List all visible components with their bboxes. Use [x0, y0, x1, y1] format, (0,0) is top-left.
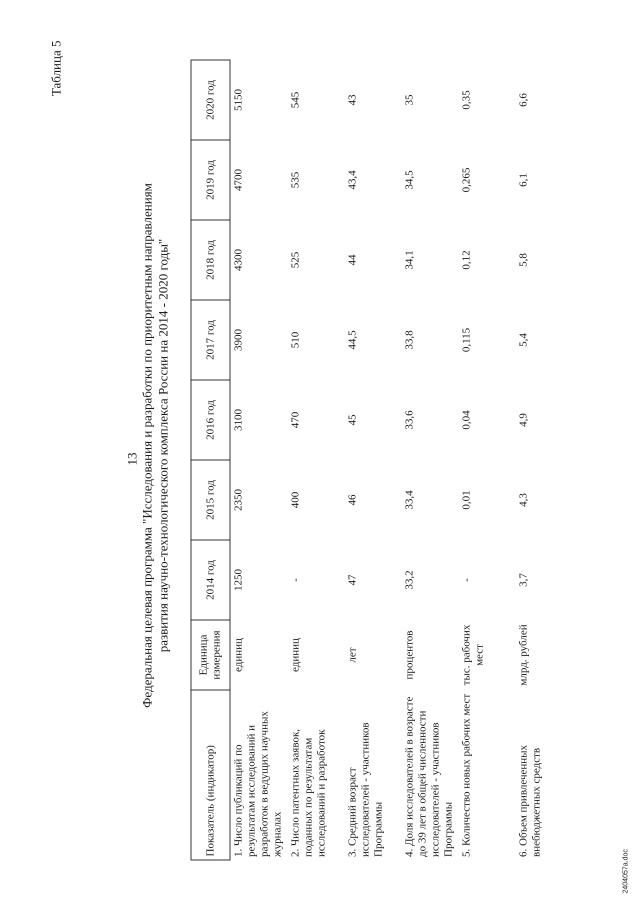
table-header-row — [191, 60, 230, 860]
value-2017: 510 — [288, 331, 301, 348]
document-file-id: 2404057a.doc — [622, 848, 629, 893]
value-2015: 33,4 — [402, 489, 415, 510]
indicator-unit: единиц — [232, 637, 244, 672]
value-2015: 46 — [345, 494, 358, 505]
value-2016: 470 — [288, 411, 301, 428]
value-2014: - — [459, 577, 472, 582]
indicator-unit: тыс. рабочих мест — [459, 624, 485, 685]
value-2018: 0,12 — [459, 249, 472, 270]
value-2015: 0,01 — [459, 489, 472, 510]
value-2019: 0,265 — [459, 167, 472, 192]
header-year-2015: 2015 год — [191, 460, 230, 540]
value-2017: 33,8 — [402, 329, 415, 350]
value-2015: 400 — [288, 491, 301, 508]
page-number: 13 — [124, 452, 139, 465]
header-year-2020: 2020 год — [191, 60, 230, 140]
value-2018: 34,1 — [402, 249, 415, 270]
value-2019: 43,4 — [345, 169, 358, 190]
value-2014: 47 — [345, 574, 358, 585]
value-2016: 33,6 — [402, 409, 415, 430]
table-title-line-1: Федеральная целевая программа "Исследования и разработки по приоритетным направлениям — [139, 182, 154, 708]
header-year-2016: 2016 год — [191, 380, 230, 460]
value-2016: 0,04 — [459, 409, 472, 430]
value-2016: 45 — [345, 414, 358, 425]
value-2015: 2350 — [232, 488, 244, 511]
value-2015: 4,3 — [516, 492, 529, 507]
indicator-name: 2. Число патентных заявок, поданных по результатам исследований и разработок — [288, 728, 327, 857]
header-year-2018: 2018 год — [191, 220, 230, 300]
table-row — [458, 60, 515, 860]
indicator-name: 4. Доля исследователей в возрасте до 39 лет в общей численности исследователей - участников Программы — [402, 696, 454, 857]
indicator-unit: лет — [345, 646, 358, 663]
value-2017: 5,4 — [516, 332, 529, 347]
value-2020: 35 — [402, 94, 415, 105]
value-2014: 3,7 — [516, 572, 529, 587]
header-unit: Единица измерения — [191, 620, 230, 690]
value-2019: 34,5 — [402, 169, 415, 190]
value-2017: 3900 — [232, 328, 244, 351]
value-2019: 535 — [288, 171, 301, 188]
indicators-table — [190, 59, 572, 860]
indicator-unit: единиц — [288, 637, 301, 672]
table-row — [515, 60, 572, 860]
indicator-unit: процентов — [402, 630, 415, 679]
table-row — [344, 60, 401, 860]
value-2018: 4300 — [232, 248, 244, 271]
value-2018: 5,8 — [516, 252, 529, 267]
value-2017: 44,5 — [345, 329, 358, 350]
indicator-unit: млрд. рублей — [516, 623, 529, 686]
header-year-2014: 2014 год — [191, 540, 230, 620]
table-label: Таблица 5 — [48, 40, 63, 96]
value-2018: 525 — [288, 251, 301, 268]
indicator-name: 3. Средний возраст исследователей - участников Программы — [345, 721, 384, 857]
value-2018: 44 — [345, 254, 358, 265]
table-row — [287, 60, 344, 860]
table-title-line-2: развития научно-технологического комплекса России на 2014 - 2020 годы" — [155, 238, 170, 652]
indicator-name: 6. Объем привлеченных внебюджетных средств — [516, 744, 542, 857]
value-2019: 4700 — [232, 168, 244, 191]
value-2020: 0,35 — [459, 89, 472, 110]
value-2019: 6,1 — [516, 172, 529, 187]
header-indicator: Показатель (индикатор) — [191, 690, 230, 860]
value-2014: 33,2 — [402, 569, 415, 590]
table-row — [230, 60, 287, 860]
value-2014: - — [288, 577, 301, 582]
indicator-name: 5. Количество новых рабочих мест — [459, 693, 472, 857]
table-row — [401, 60, 458, 860]
value-2020: 43 — [345, 94, 358, 105]
value-2020: 545 — [288, 91, 301, 108]
value-2016: 3100 — [232, 408, 244, 431]
indicator-name: 1. Число публикаций по результатам исследований и разработок в ведущих научных журналах — [232, 710, 283, 857]
value-2016: 4,9 — [516, 412, 529, 427]
header-year-2017: 2017 год — [191, 300, 230, 380]
value-2014: 1250 — [232, 568, 244, 591]
value-2020: 6,6 — [516, 92, 529, 107]
value-2020: 5150 — [232, 88, 244, 111]
value-2017: 0,115 — [459, 327, 472, 352]
header-year-2019: 2019 год — [191, 140, 230, 220]
